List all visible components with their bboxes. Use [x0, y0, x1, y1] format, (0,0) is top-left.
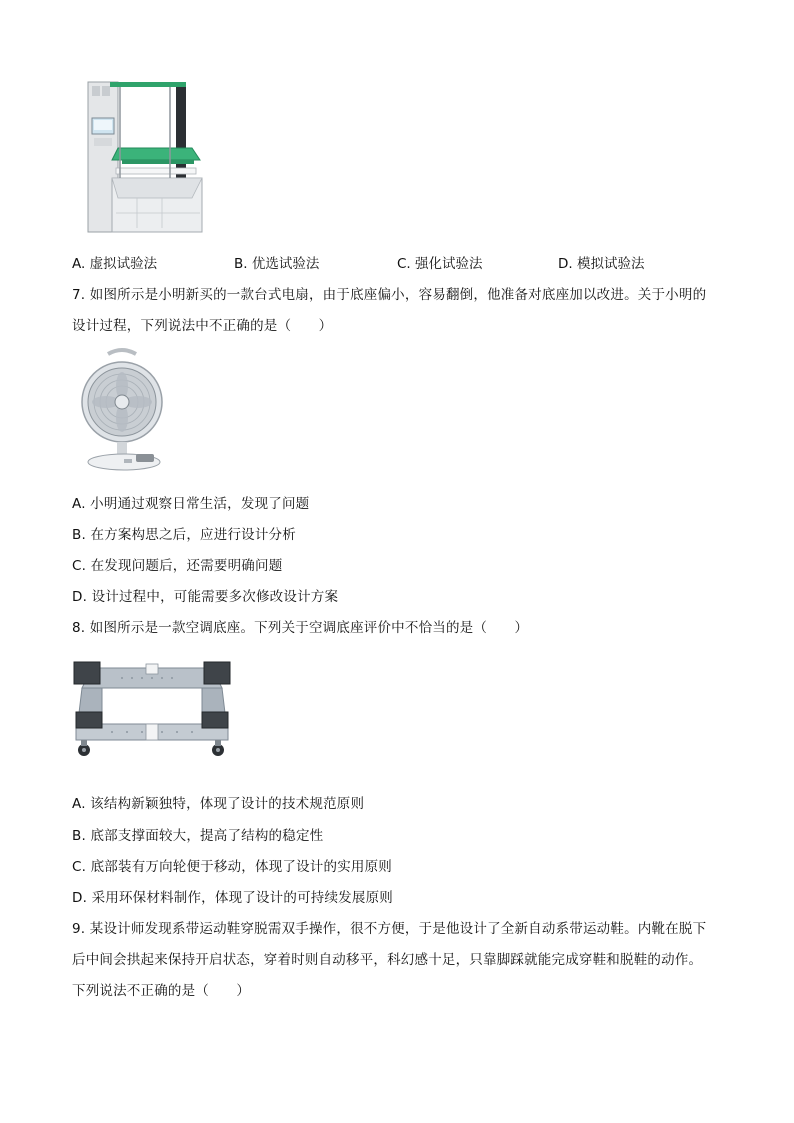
q7-option-d: D. 设计过程中，可能需要多次修改设计方案	[72, 589, 339, 605]
ac-base-figure	[72, 654, 232, 762]
q6-option-b: B. 优选试验法	[234, 256, 320, 272]
q7-option-a: A. 小明通过观察日常生活，发现了问题	[72, 496, 310, 512]
q7-option-b: B. 在方案构思之后，应进行设计分析	[72, 527, 296, 543]
q6-options	[72, 255, 722, 273]
q8-option-c: C. 底部装有万向轮便于移动，体现了设计的实用原则	[72, 859, 393, 875]
q7-stem-line1: 7. 如图所示是小明新买的一款台式电扇，由于底座偏小，容易翻倒，他准备对底座加以改进。关于小明的	[72, 287, 707, 303]
q8-option-a: A. 该结构新颖独特，体现了设计的技术规范原则	[72, 796, 365, 812]
q9-stem-line1: 9. 某设计师发现系带运动鞋穿脱需双手操作，很不方便，于是他设计了全新自动系带运动鞋。内靴在脱下	[72, 921, 707, 937]
desk-fan-figure	[80, 346, 164, 478]
q8-stem: 8. 如图所示是一款空调底座。下列关于空调底座评价中不恰当的是（ ）	[72, 620, 529, 636]
q6-option-a: A. 虚拟试验法	[72, 256, 158, 272]
q8-option-d: D. 采用环保材料制作，体现了设计的可持续发展原则	[72, 890, 393, 906]
testing-machine-figure	[82, 78, 212, 238]
q9-stem-line3: 下列说法不正确的是（ ）	[72, 983, 251, 999]
q7-option-c: C. 在发现问题后，还需要明确问题	[72, 558, 283, 574]
q9-stem-line2: 后中间会拱起来保持开启状态，穿着时则自动移平，科幻感十足，只靠脚踩就能完成穿鞋和脱鞋的动作。	[72, 952, 703, 968]
q7-stem-line2: 设计过程，下列说法中不正确的是（ ）	[72, 318, 333, 334]
q8-option-b: B. 底部支撑面较大，提高了结构的稳定性	[72, 828, 324, 844]
q6-option-c: C. 强化试验法	[397, 256, 483, 272]
q6-option-d: D. 模拟试验法	[558, 256, 645, 272]
